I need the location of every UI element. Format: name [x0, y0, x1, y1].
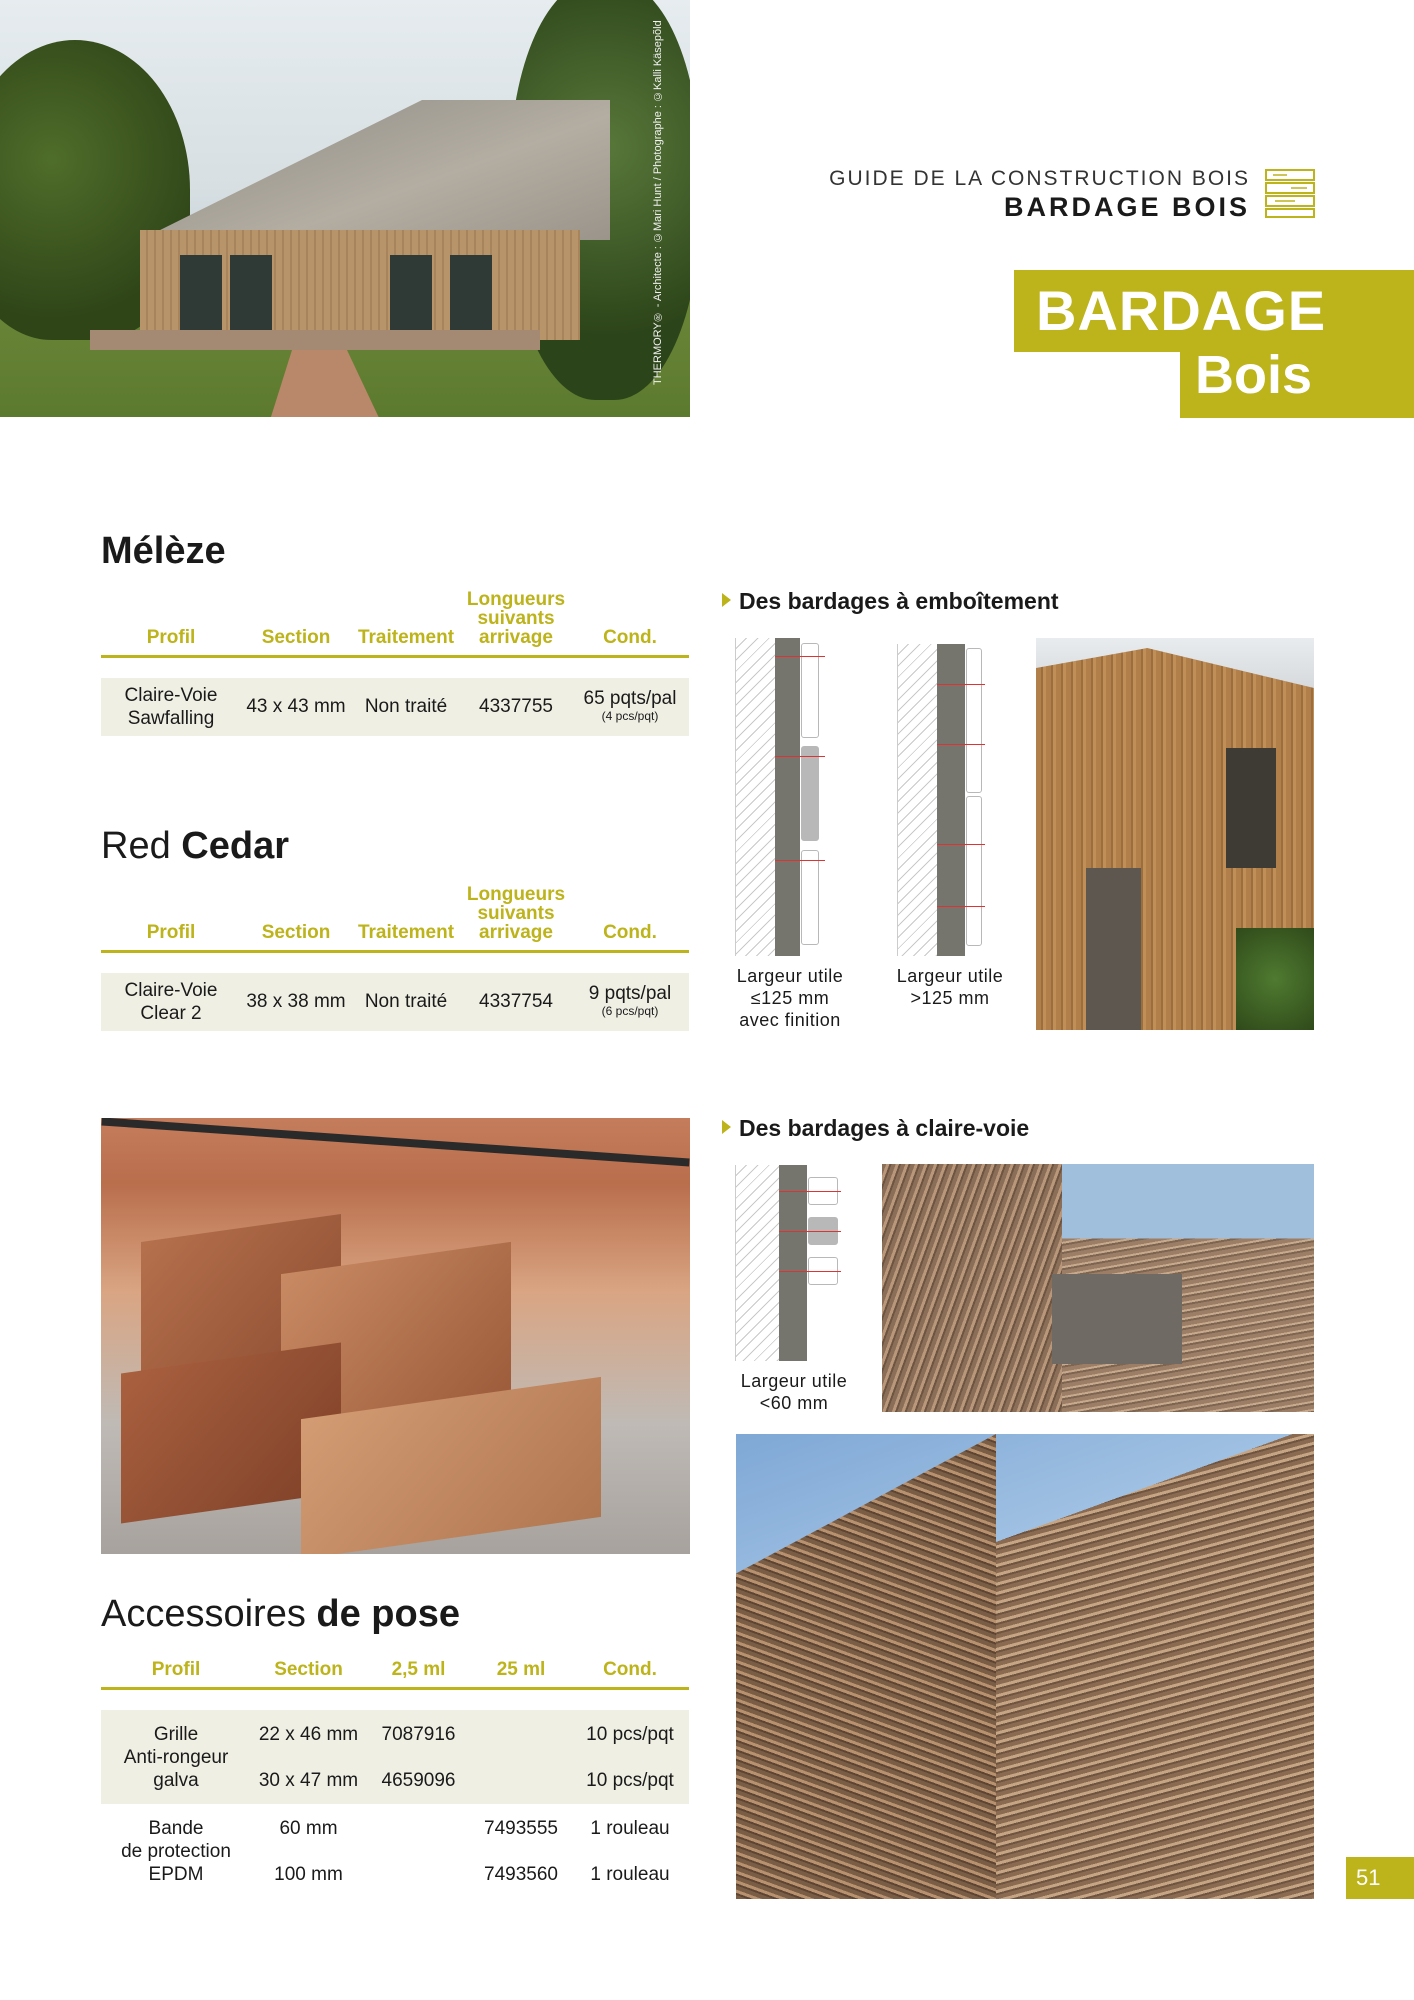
- cell-profil-line: Clear 2: [140, 1003, 202, 1024]
- hero-window: [180, 255, 222, 335]
- col-traitement: Traitement: [357, 627, 455, 648]
- photo-credit: THERMORY® - Architecte : ©Mari Hunt / Photographe : ©Kalli Käsepõld: [652, 20, 664, 385]
- cell-cond-main: 65 pqts/pal: [583, 688, 677, 709]
- hero-window: [390, 255, 432, 340]
- cell-profil-line: Bande: [148, 1818, 204, 1839]
- hero-deck: [90, 330, 540, 350]
- wall-hatch: [735, 638, 775, 956]
- facade-side: [882, 1164, 1062, 1412]
- facade-photo-emboitement: [1036, 638, 1314, 1030]
- cell-ref: 4337755: [479, 696, 553, 717]
- strap: [101, 1118, 689, 1167]
- triangle-bullet-icon: [722, 1120, 731, 1134]
- cell-ref: 4337754: [479, 991, 553, 1012]
- caption-line: <60 mm: [759, 1393, 829, 1413]
- caption-diagram1: [720, 965, 860, 1031]
- triangle-bullet-icon: [722, 593, 731, 607]
- meleze-table: [101, 582, 689, 729]
- col-cond: Cond.: [603, 627, 657, 648]
- col-section: Section: [261, 627, 331, 648]
- wood-planks-icon: [1265, 168, 1315, 218]
- batten: [775, 638, 800, 956]
- col-section: Section: [274, 1659, 343, 1680]
- col-section: Section: [261, 922, 331, 943]
- cell-profil-line: Claire-Voie: [124, 980, 218, 1001]
- cell-profil-line: Sawfalling: [127, 708, 215, 729]
- hero-path: [270, 350, 380, 417]
- cell-ref: 7087916: [381, 1724, 456, 1745]
- wall-hatch: [735, 1165, 779, 1361]
- col-longueurs: Longueurs suivants arrivage: [466, 884, 566, 943]
- title-bold: Cedar: [181, 825, 289, 867]
- page-title-sub: Bois: [1194, 345, 1312, 405]
- profile-diagram: [897, 644, 1002, 956]
- cell-profil-line: Anti-rongeur: [123, 1747, 229, 1768]
- facade-photo-clairevoie: [882, 1164, 1314, 1412]
- caption-line: Largeur utile: [896, 966, 1004, 986]
- wall-hatch: [897, 644, 937, 956]
- title-bold: de pose: [316, 1593, 461, 1635]
- screw: [937, 744, 985, 745]
- cell-profil-line: Grille: [153, 1724, 199, 1745]
- cell-profil-line: EPDM: [148, 1864, 204, 1885]
- col-longueurs: Longueurs suivants arrivage: [466, 589, 566, 648]
- table-row-group: [101, 1804, 689, 1898]
- hero-house-photo: [0, 0, 690, 417]
- cell-profil: [101, 1723, 251, 1792]
- table-row-group: [101, 1710, 689, 1804]
- cell-cond: 1 rouleau: [590, 1818, 670, 1839]
- screw: [775, 756, 825, 757]
- table-header: [101, 582, 689, 658]
- section-title-accessoires: [101, 1593, 460, 1636]
- cell-section: 38 x 38 mm: [246, 991, 346, 1012]
- col-profil: Profil: [146, 922, 196, 943]
- guide-title: GUIDE DE LA CONSTRUCTION BOIS: [829, 167, 1250, 190]
- cell-cond-main: 9 pqts/pal: [588, 983, 672, 1004]
- facade-opening: [1052, 1274, 1182, 1364]
- col-cond: Cond.: [603, 922, 657, 943]
- screw: [937, 684, 985, 685]
- facade-left-face: [736, 1434, 996, 1899]
- col-cond: Cond.: [603, 1659, 657, 1680]
- batten: [779, 1165, 807, 1361]
- caption-line: avec finition: [739, 1010, 841, 1030]
- caption-diagram3: [724, 1370, 864, 1414]
- cell-profil: [101, 1817, 251, 1886]
- caption-diagram2: [880, 965, 1020, 1009]
- table-row: [101, 678, 689, 736]
- col-profil: Profil: [146, 627, 196, 648]
- cell-profil-line: galva: [153, 1770, 199, 1791]
- subsection-title: Des bardages à claire-voie: [739, 1115, 1030, 1141]
- profile-diagram: [735, 1165, 850, 1361]
- hero-roof: [140, 100, 610, 240]
- table-row: [101, 973, 689, 1031]
- page-number: 51: [1346, 1857, 1414, 1899]
- cell-cond-sub: (4 pcs/pqt): [601, 709, 659, 723]
- cell-profil: [101, 979, 241, 1025]
- cedar-beams-photo: [101, 1118, 690, 1554]
- cell-section: 22 x 46 mm: [258, 1724, 359, 1745]
- cell-profil: [101, 684, 241, 730]
- board: [801, 746, 819, 841]
- subsection-clairevoie: [722, 1115, 1029, 1142]
- cell-cond: [571, 687, 689, 723]
- cedar-table: [101, 877, 689, 1024]
- cell-cond: 10 pcs/pqt: [586, 1724, 674, 1745]
- cell-ref: 4659096: [381, 1770, 456, 1791]
- cell-ref: 7493560: [484, 1864, 558, 1885]
- caption-line: Largeur utile: [736, 966, 844, 986]
- cell-section: 60 mm: [279, 1818, 338, 1839]
- col-profil: Profil: [151, 1659, 201, 1680]
- facade-window: [1226, 748, 1276, 868]
- board: [801, 643, 819, 738]
- guide-subtitle: BARDAGE BOIS: [1003, 192, 1250, 222]
- facade-shrub: [1236, 928, 1314, 1030]
- cell-profil-line: Claire-Voie: [124, 685, 218, 706]
- board: [966, 648, 982, 793]
- col-25ml: 25 ml: [496, 1659, 546, 1680]
- table-header: [101, 1640, 689, 1690]
- caption-line: ≤125 mm: [750, 988, 830, 1008]
- screw: [937, 844, 985, 845]
- cell-section: 30 x 47 mm: [258, 1770, 359, 1791]
- profile-diagram: [735, 638, 860, 956]
- cell-traitement: Non traité: [364, 696, 448, 717]
- screw: [779, 1231, 841, 1232]
- cell-ref: 7493555: [484, 1818, 558, 1839]
- cell-cond: [571, 982, 689, 1018]
- screw: [779, 1191, 841, 1192]
- screw: [937, 906, 985, 907]
- screw: [775, 860, 825, 861]
- section-title-cedar: [101, 825, 289, 868]
- title-light: Accessoires: [101, 1593, 317, 1635]
- col-traitement: Traitement: [357, 922, 455, 943]
- cell-profil-line: de protection: [121, 1841, 231, 1862]
- cell-cond-sub: (6 pcs/pqt): [601, 1004, 659, 1018]
- cell-cond: 1 rouleau: [590, 1864, 670, 1885]
- subsection-emboitement: [722, 588, 1059, 615]
- col-2-5ml: 2,5 ml: [391, 1659, 446, 1680]
- facade-door: [1086, 868, 1141, 1030]
- hero-window: [230, 255, 272, 335]
- cell-section: 43 x 43 mm: [246, 696, 346, 717]
- board: [801, 850, 819, 945]
- screw: [775, 656, 825, 657]
- accessoires-table: [101, 1640, 689, 1885]
- caption-line: >125 mm: [910, 988, 990, 1008]
- section-title-meleze: Mélèze: [101, 530, 226, 572]
- cell-cond: 10 pcs/pqt: [586, 1770, 674, 1791]
- facade-photo-corner: [736, 1434, 1314, 1899]
- hero-window: [450, 255, 492, 340]
- subsection-title: Des bardages à emboîtement: [739, 588, 1059, 614]
- batten: [937, 644, 965, 956]
- table-header: [101, 877, 689, 953]
- sky: [1036, 638, 1314, 688]
- screw: [779, 1271, 841, 1272]
- cell-traitement: Non traité: [364, 991, 448, 1012]
- title-light: Red: [101, 825, 182, 867]
- cell-section: 100 mm: [274, 1864, 343, 1885]
- caption-line: Largeur utile: [740, 1371, 848, 1391]
- page-title: BARDAGE: [1036, 279, 1327, 342]
- board: [966, 796, 982, 946]
